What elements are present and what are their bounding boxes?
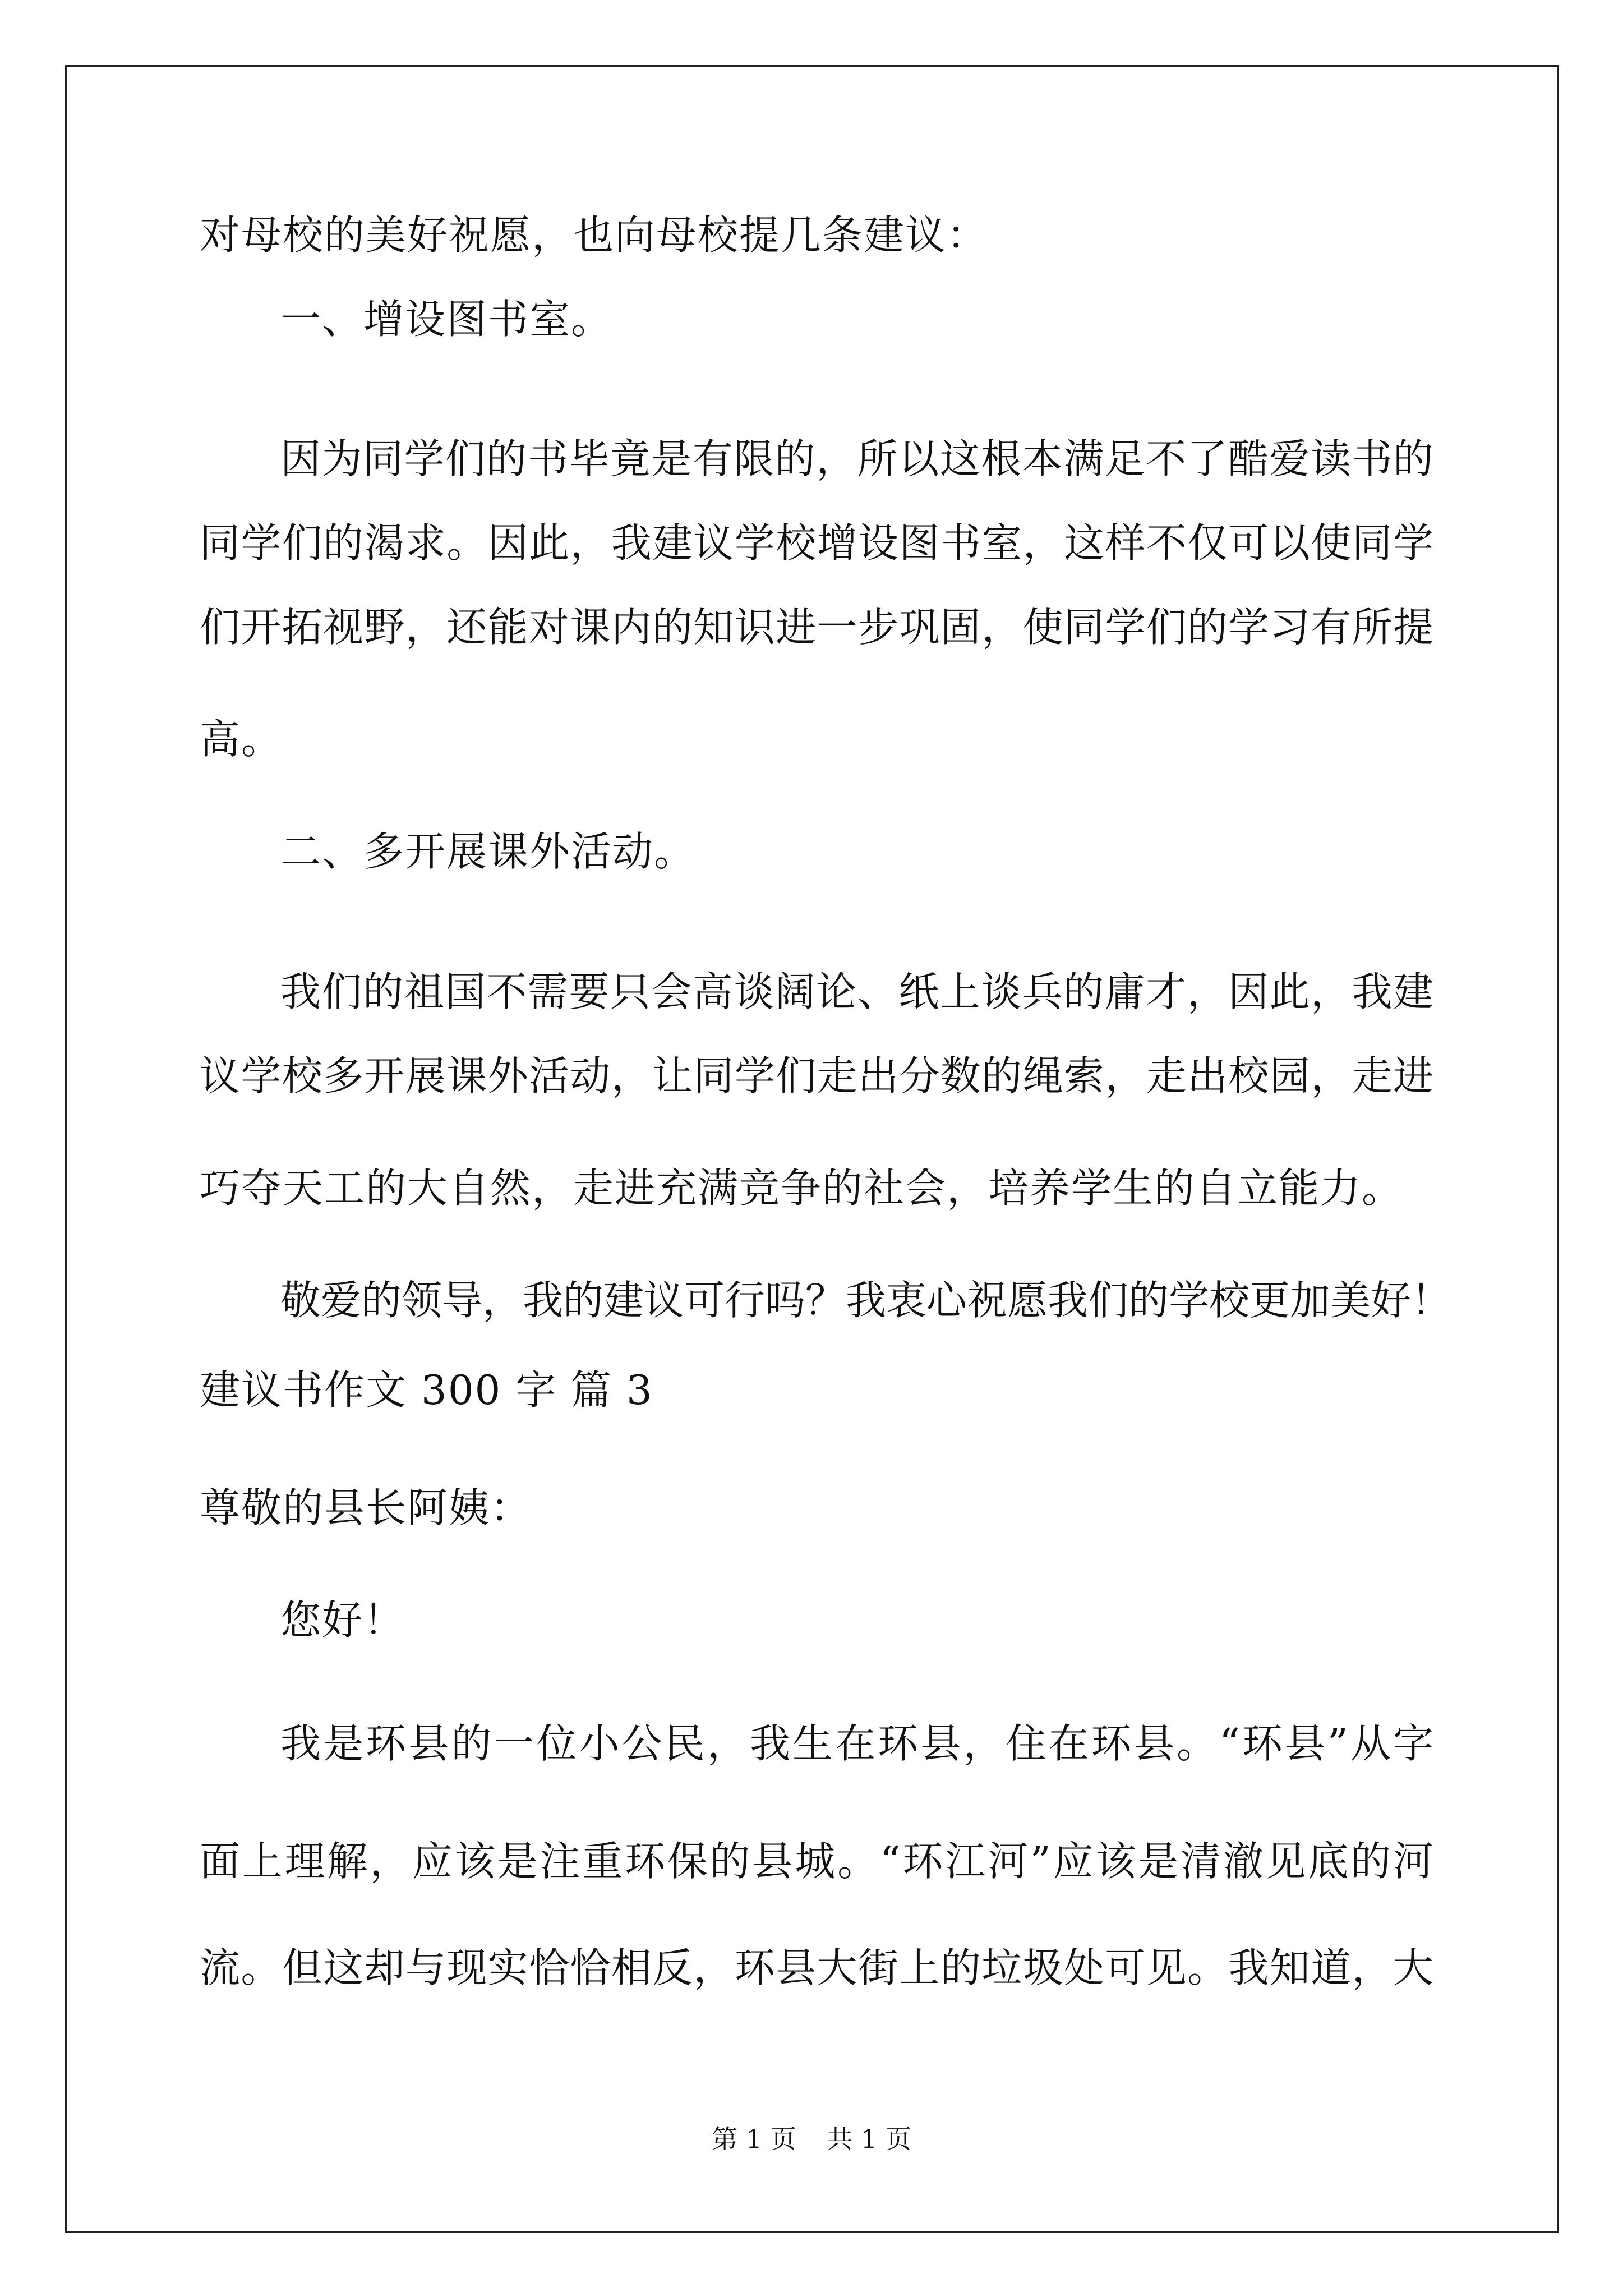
- text-line: 高。: [200, 716, 283, 763]
- text-line: 流。但这却与现实恰恰相反，环县大街上的垃圾处可见。我知道，大: [200, 1944, 1433, 1991]
- text-line: 因为同学们的书毕竟是有限的，所以这根本满足不了酷爱读书的: [280, 435, 1433, 482]
- text-line: 同学们的渴求。因此，我建议学校增设图书室，这样不仅可以使同学: [200, 519, 1433, 567]
- section-heading: 二、多开展课外活动。: [280, 828, 696, 875]
- page-border: [65, 65, 1559, 2233]
- text-line: 我是环县的一位小公民，我生在环县，住在环县。“环县”从字: [280, 1720, 1433, 1767]
- section-heading: 一、增设图书室。: [280, 296, 613, 343]
- text-line: 我们的祖国不需要只会高谈阔论、纸上谈兵的庸才，因此，我建: [280, 968, 1433, 1015]
- text-line: 对母校的美好祝愿，也向母校提几条建议：: [200, 211, 989, 259]
- page-number: 第 1 页: [712, 2124, 796, 2154]
- text-line: 们开拓视野，还能对课内的知识进一步巩固，使同学们的学习有所提: [200, 604, 1433, 651]
- article-heading: 建议书作文 300 字 篇 3: [200, 1366, 653, 1414]
- salutation: 尊敬的县长阿姨：: [200, 1484, 532, 1531]
- greeting: 您好！: [280, 1596, 405, 1644]
- page-footer: [0, 2122, 1623, 2156]
- text-line: 议学校多开展课外活动，让同学们走出分数的绳索，走出校园，走进: [200, 1052, 1433, 1099]
- text-line: 敬爱的领导，我的建议可行吗？我衷心祝愿我们的学校更加美好！: [280, 1277, 1452, 1324]
- text-line: 面上理解，应该是注重环保的县城。“环江河”应该是清澈见底的河: [200, 1838, 1433, 1885]
- text-line: 巧夺天工的大自然，走进充满竞争的社会，培养学生的自立能力。: [200, 1165, 1404, 1212]
- page-total: 共 1 页: [827, 2124, 911, 2154]
